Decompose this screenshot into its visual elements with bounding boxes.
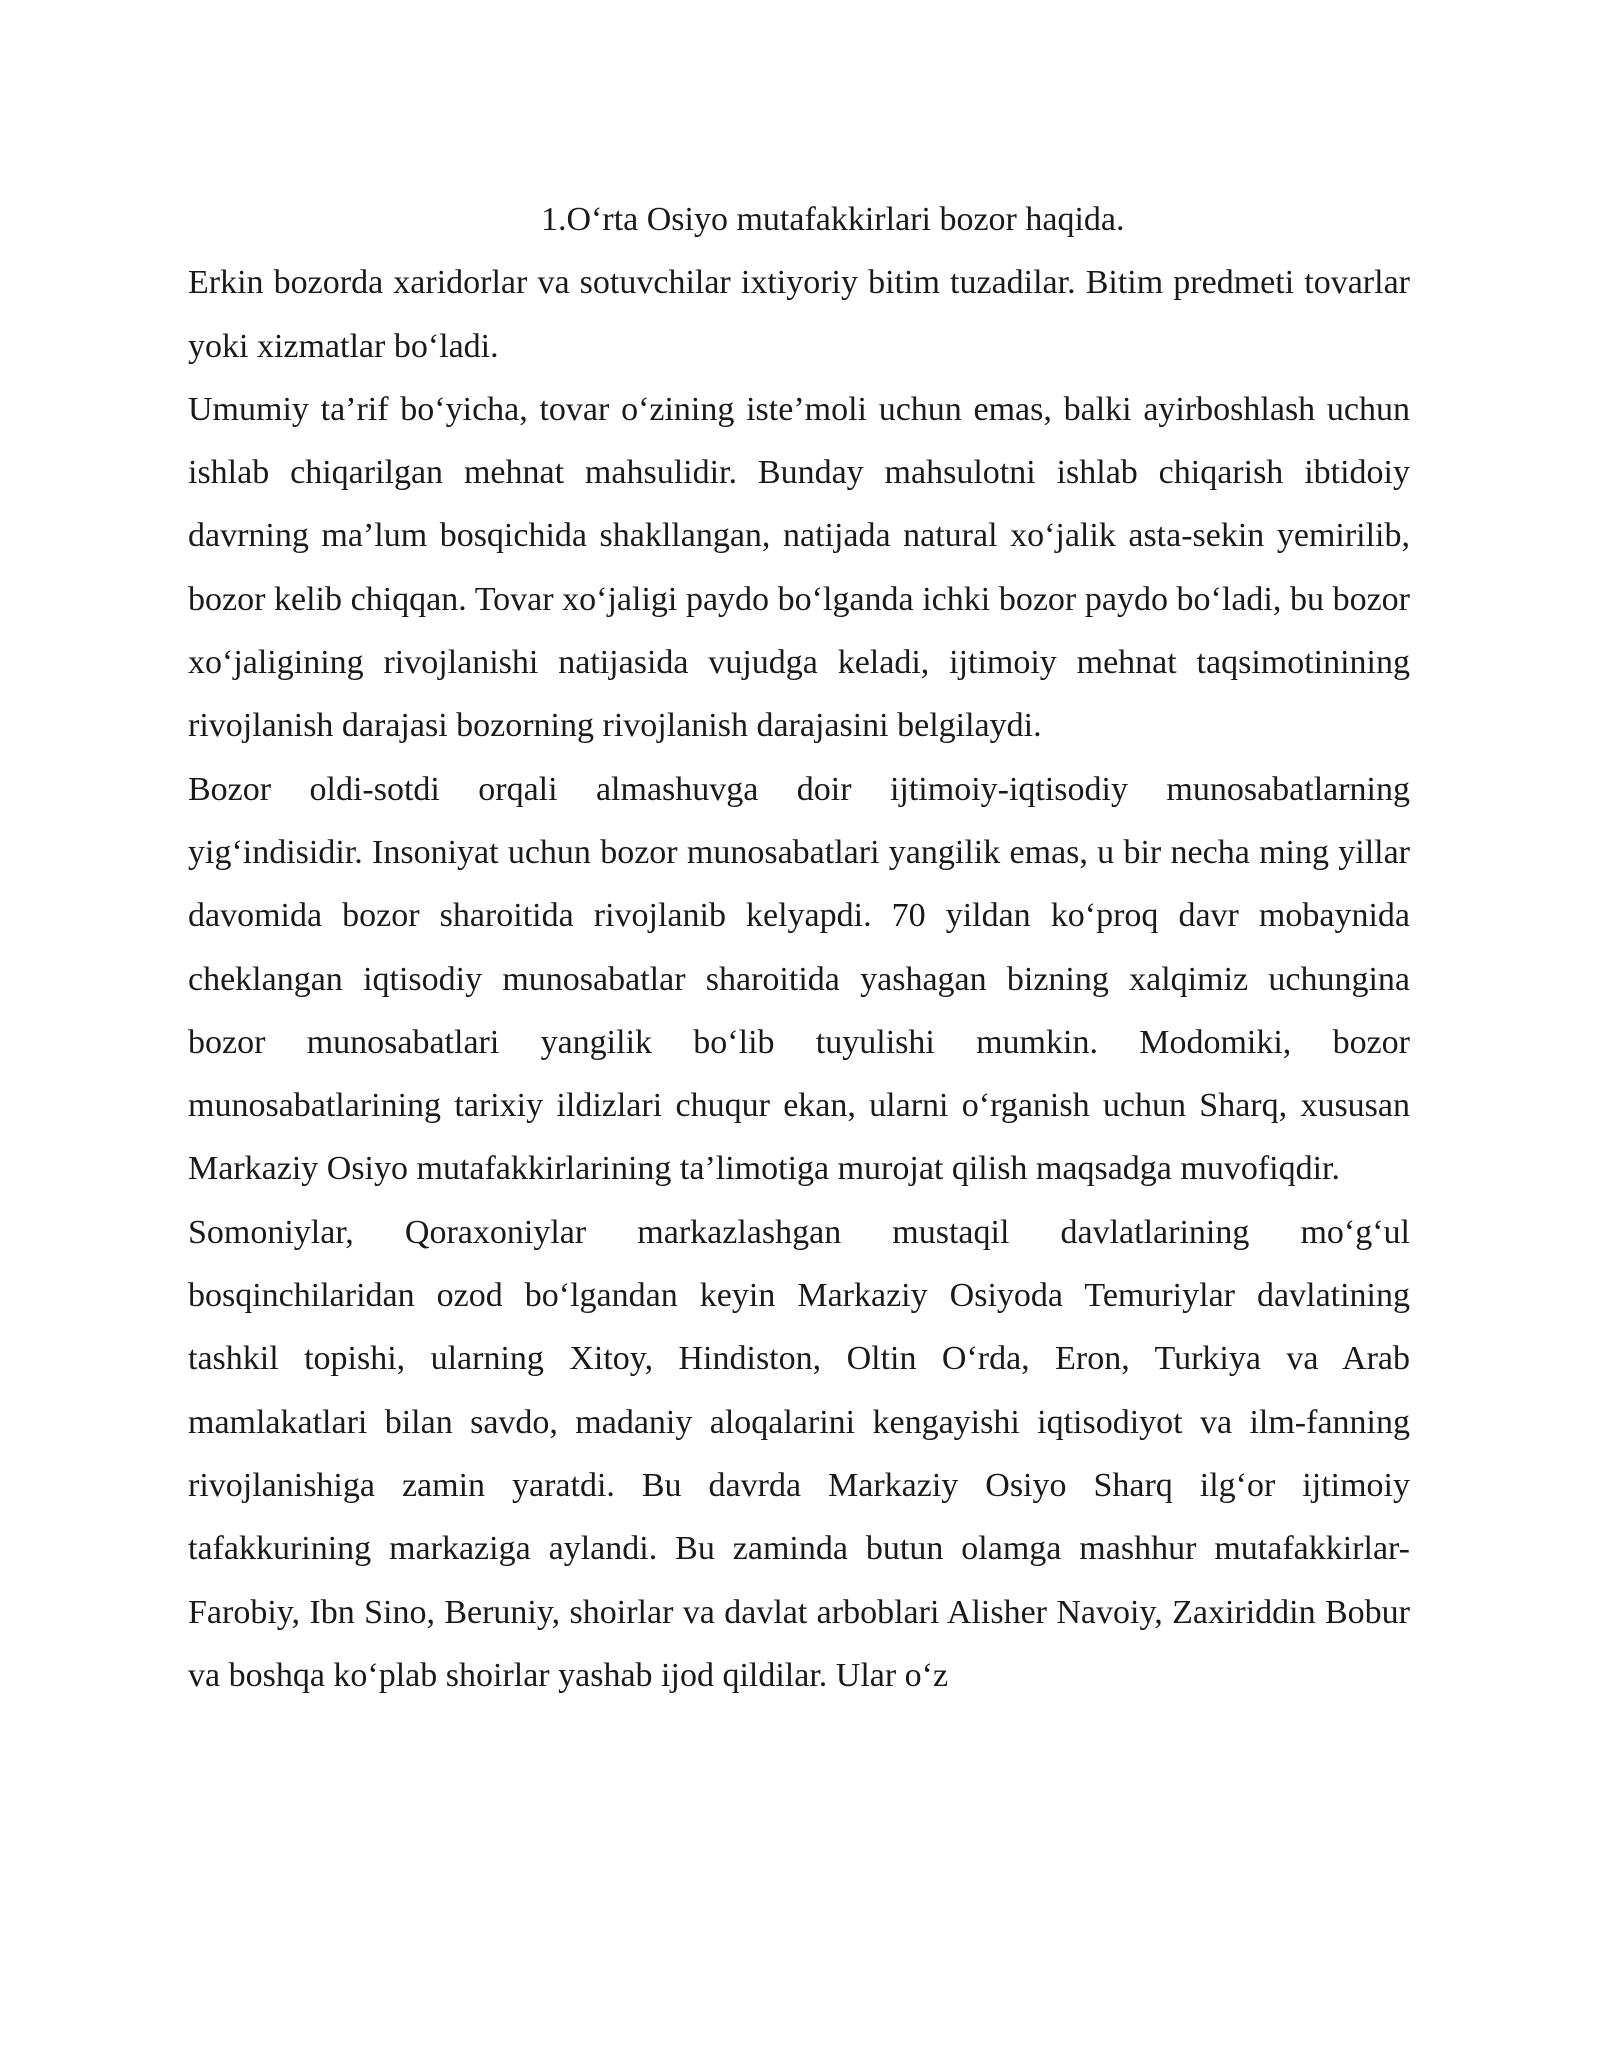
document-body: [188, 188, 1410, 1707]
paragraph-market-relations: Bozor oldi-sotdi orqali almashuvga doir ijtimoiy-iqtisodiy munosabatlarning yig‘indisidir. Insoniyat uchun bozor munosabatlari yangilik emas, u bir necha ming yillar davomida bozor sharoitida rivojlanib kelyapdi. 70 yildan ko‘proq davr mobaynida cheklangan iqtisodiy munosabatlar sharoitida yashagan bizning xalqimiz uchungina bozor munosabatlari yangilik bo‘lib tuyulishi mumkin. Modomiki, bozor munosabatlarining tarixiy ildizlari chuqur ekan, ularni o‘rganish uchun Sharq, xususan Markaziy Osiyo mutafakkirlarining ta’limotiga murojat qilish maqsadga muvofiqdir.: [188, 770, 1410, 1188]
paragraph-market-definition: Erkin bozorda xaridorlar va sotuvchilar ixtiyoriy bitim tuzadilar. Bitim predmeti tovarlar yoki xizmatlar bo‘ladi.: [188, 264, 1410, 365]
paragraph-commodity-definition: Umumiy ta’rif bo‘yicha, tovar o‘zining iste’moli uchun emas, balki ayirboshlash uchun ishlab chiqarilgan mehnat mahsulidir. Bunday mahsulotni ishlab chiqarish ibtidoiy davrning ma’lum bosqichida shakllangan, natijada natural xo‘jalik asta-sekin yemirilib, bozor kelib chiqqan. Tovar xo‘jaligi paydo bo‘lganda ichki bozor paydo bo‘ladi, bu bozor xo‘jaligining rivojlanishi natijasida vujudga keladi, ijtimoiy mehnat taqsimotinining rivojlanish darajasi bozorning rivojlanish darajasini belgilaydi.: [188, 390, 1410, 745]
document-title: 1.O‘rta Osiyo mutafakkirlari bozor haqida.: [541, 201, 1125, 238]
paragraph-central-asia-history: Somoniylar, Qoraxoniylar markazlashgan mustaqil davlatlarining mo‘g‘ul bosqinchilaridan ozod bo‘lgandan keyin Markaziy Osiyoda Temuriylar davlatining tashkil topishi, ularning Xitoy, Hindiston, Oltin O‘rda, Eron, Turkiya va Arab mamlakatlari bilan savdo, madaniy aloqalarini kengayishi iqtisodiyot va ilm-fanning rivojlanishiga zamin yaratdi. Bu davrda Markaziy Osiyo Sharq ilg‘or ijtimoiy tafakkurining markaziga aylandi. Bu zaminda butun olamga mashhur mutafakkirlar-Farobiy, Ibn Sino, Beruniy, shoirlar va davlat arboblari Alisher Navoiy, Zaxiriddin Bobur va boshqa ko‘plab shoirlar yashab ijod qildilar. Ular o‘z: [188, 1213, 1410, 1694]
